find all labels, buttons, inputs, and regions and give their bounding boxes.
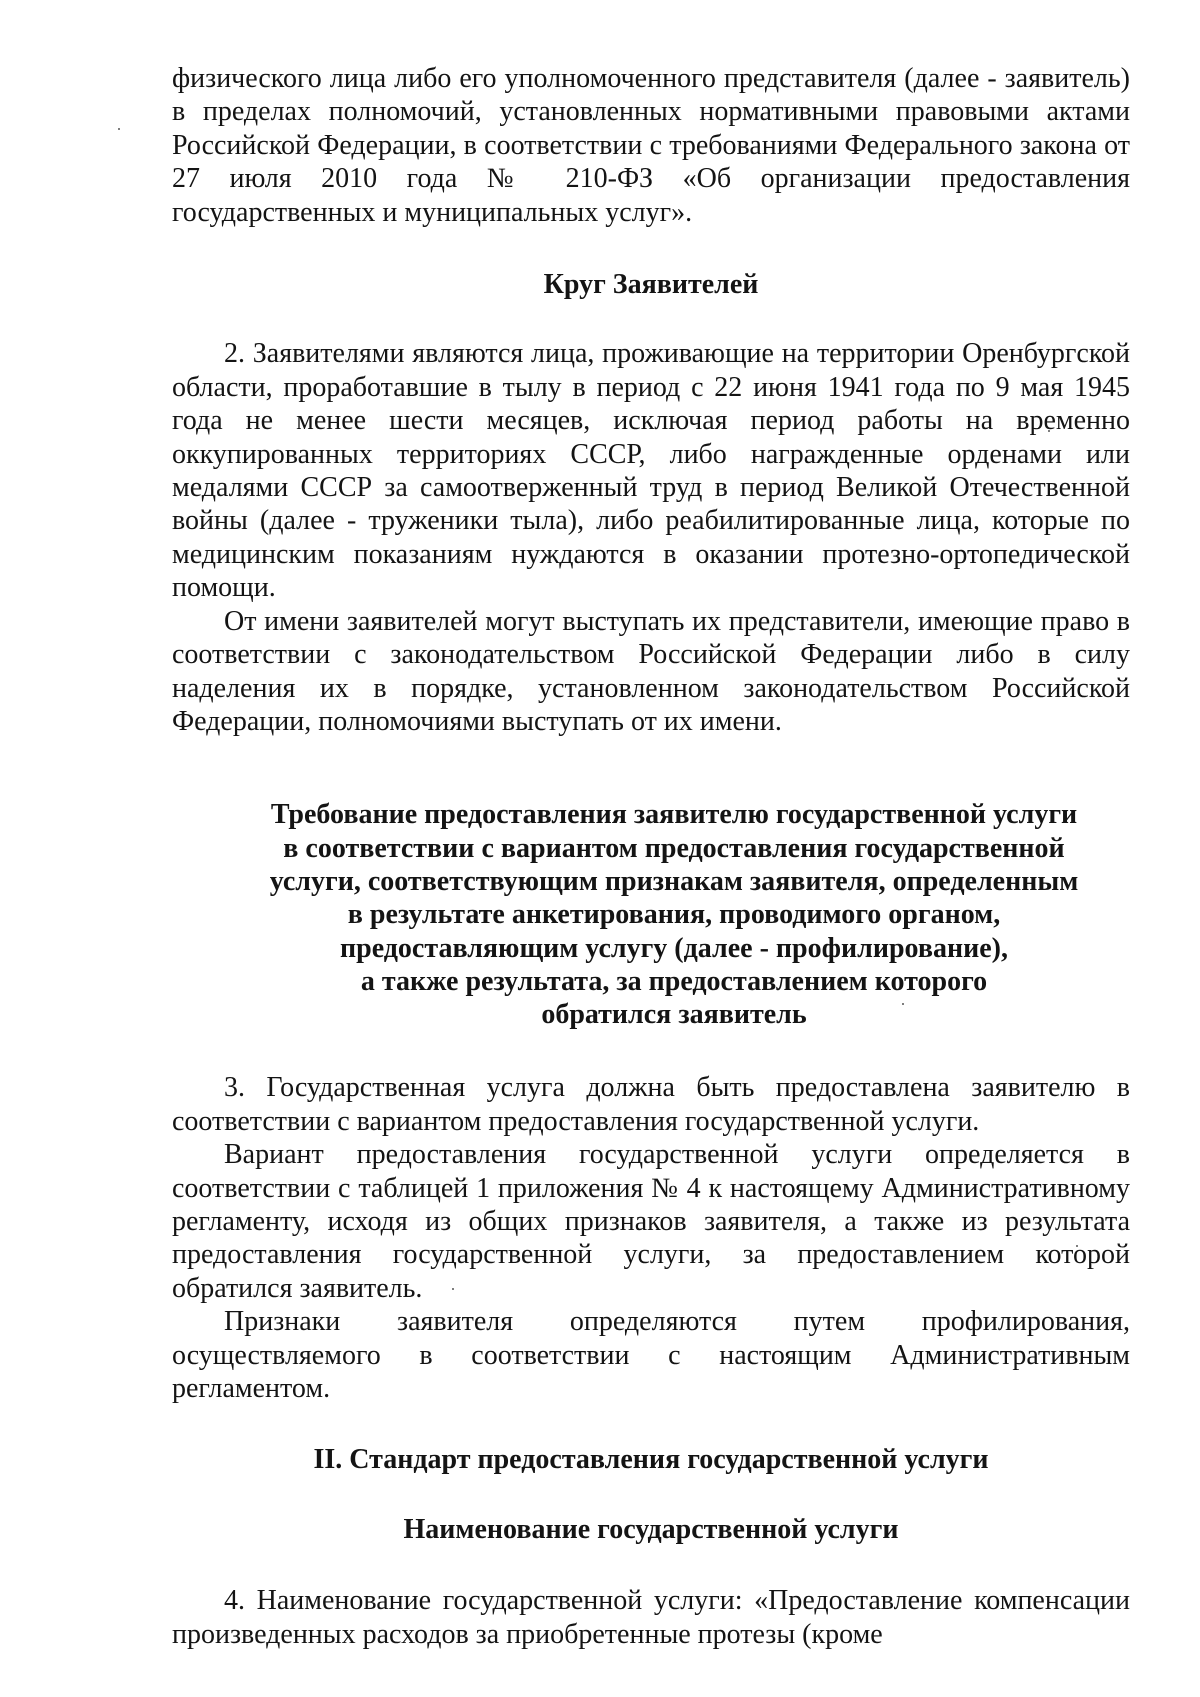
- heading-requirement-line: в результате анкетирования, проводимого органом,: [347, 899, 1001, 931]
- heading-requirement-line: предоставляющим услугу (далее - профилирование),: [340, 932, 1008, 964]
- paragraph-2: 2. Заявителями являются лица, проживающие на территории Оренбургской области, проработавшие в тылу в период с 22 июня 1941 года по 9 мая 1945 года не менее шести месяцев, исключая период работы на временно оккупированных территориях СССР, либо награжденные орденами или медалями СССР за самоотверженный труд в период Великой Отечественной войны (далее - труженики тыла), либо реабилитированные лица, которые по медицинским показаниям нуждаются в оказании протезно-ортопедической помощи.: [172, 338, 1130, 604]
- heading-applicants: Круг Заявителей: [543, 269, 759, 301]
- scan-speck: [118, 128, 120, 130]
- paragraph-4: 4. Наименование государственной услуги: «Предоставление компенсации произведенных расходов за приобретенные протезы (кроме: [172, 1585, 1130, 1650]
- heading-requirement-line: услуги, соответствующим признакам заявителя, определенным: [269, 865, 1079, 897]
- heading-requirement: [264, 798, 1084, 1031]
- heading-section-2: II. Стандарт предоставления государственной услуги: [313, 1444, 989, 1476]
- paragraph-3-signs: Признаки заявителя определяются путем профилирования, осуществляемого в соответствии с настоящим Административным регламентом.: [172, 1306, 1130, 1405]
- heading-requirement-line: Требование предоставления заявителю государственной услуги: [270, 799, 1078, 831]
- paragraph-2-representatives: От имени заявителей могут выступать их представители, имеющие право в соответствии с законодательством Российской Федерации либо в силу наделения их в порядке, установленном законодательством Российской Федерации, полномочиями выступать от их имени.: [172, 605, 1130, 737]
- document-body: [172, 62, 1130, 1651]
- heading-service-name: Наименование государственной услуги: [403, 1513, 899, 1545]
- paragraph-intro: физического лица либо его уполномоченного представителя (далее - заявитель) в пределах полномочий, установленных нормативными правовыми актами Российской Федерации, в соответствии с требованиями Федерального закона от 27 июля 2010 года № 210-ФЗ «Об организации предоставления государственных и муниципальных услуг».: [172, 63, 1130, 228]
- paragraph-3: 3. Государственная услуга должна быть предоставлена заявителю в соответствии с вариантом предоставления государственной услуги.: [172, 1072, 1130, 1137]
- heading-requirement-line: а также результата, за предоставлением которого: [360, 965, 988, 997]
- heading-requirement-line: обратился заявитель: [541, 999, 807, 1031]
- paragraph-3-variant: Вариант предоставления государственной услуги определяется в соответствии с таблицей 1 приложения № 4 к настоящему Административному регламенту, исходя из общих признаков заявителя, а также из результата предоставления государственной услуги, за предоставлением которой обратился заявитель.: [172, 1139, 1130, 1304]
- heading-requirement-line: в соответствии с вариантом предоставления государственной: [283, 832, 1065, 864]
